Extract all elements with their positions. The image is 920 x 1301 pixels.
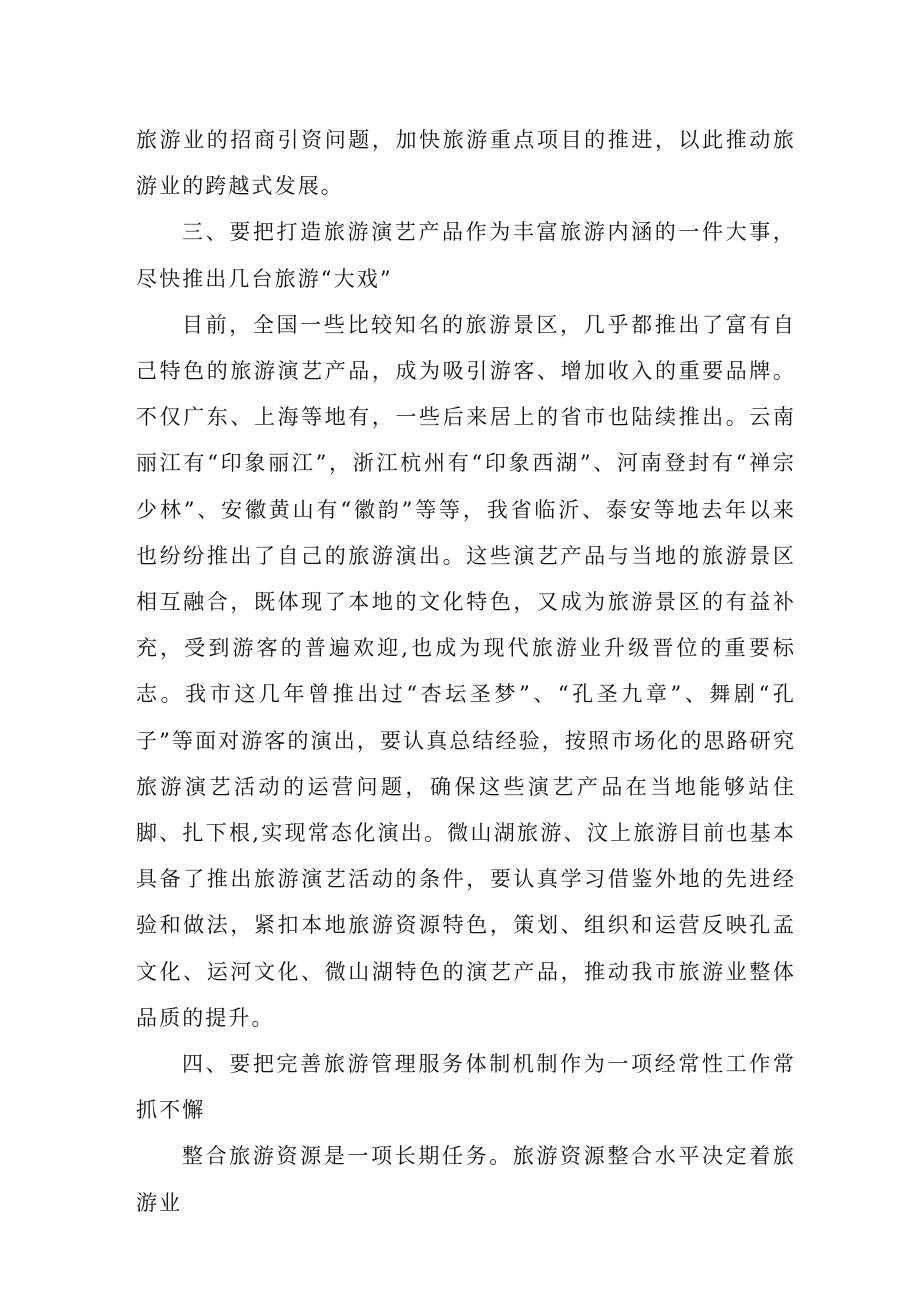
section-heading-four: 四、要把完善旅游管理服务体制机制作为一项经常性工作常抓不懈: [136, 1052, 796, 1123]
paragraph-body: 目前，全国一些比较知名的旅游景区，几乎都推出了富有自己特色的旅游演艺产品，成为吸引游客、增加收入的重要品牌。不仅广东、上海等地有，一些后来居上的省市也陆续推出。云南丽江有“印象丽江”，浙江杭州有“印象西湖”、河南登封有“禅宗少林”、安徽黄山有“徽韵”等等，我省临沂、泰安等地去年以来也纷纷推出了自己的旅游演出。这些演艺产品与当地的旅游景区相互融合，既体现了本地的文化特色，又成为旅游景区的有益补充，受到游客的普遍欢迎,也成为现代旅游业升级晋位的重要标志。我市这几年曾推出过“杏坛圣梦”、“孔圣九章”、舞剧“孔子”等面对游客的演出，要认真总结经验，按照市场化的思路研究旅游演艺活动的运营问题，确保这些演艺产品在当地能够站住脚、扎下根,实现常态化演出。微山湖旅游、汶上旅游目前也基本具备了推出旅游演艺活动的条件，要认真学习借鉴外地的先进经验和做法，紧扣本地旅游资源特色，策划、组织和运营反映孔孟文化、运河文化、微山湖特色的演艺产品，推动我市旅游业整体品质的提升。: [136, 312, 796, 1030]
paragraph-continuation: 旅游业的招商引资问题，加快旅游重点项目的推进，以此推动旅游业的跨越式发展。: [136, 128, 796, 199]
document-body: [136, 117, 796, 1226]
section-heading-three: 三、要把打造旅游演艺产品作为丰富旅游内涵的一件大事，尽快推出几台旅游“大戏”: [136, 220, 796, 291]
paragraph-body-last: 整合旅游资源是一项长期任务。旅游资源整合水平决定着旅游业: [136, 1144, 796, 1215]
